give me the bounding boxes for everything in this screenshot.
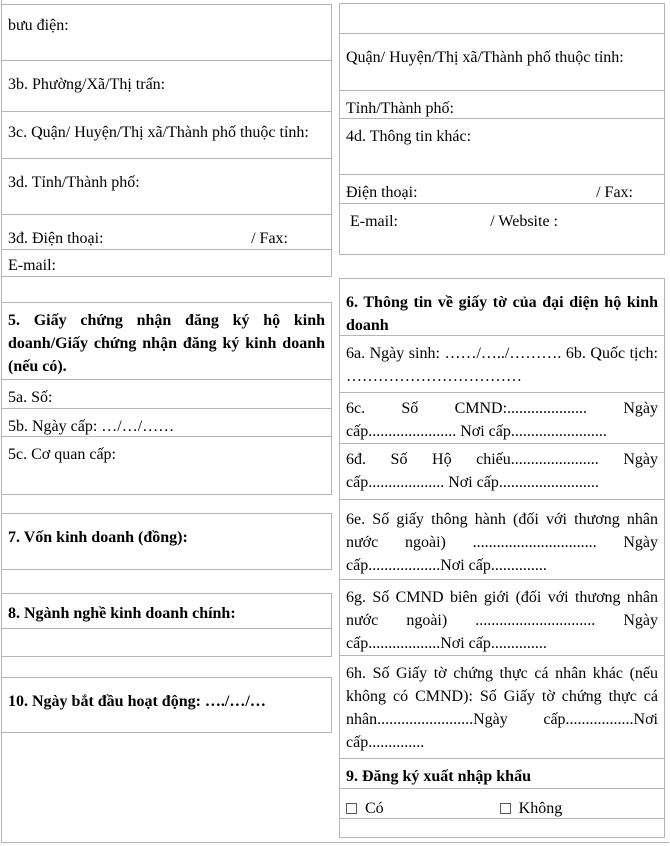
field-label: 3đ. Điện thoại: [8, 230, 104, 247]
section-10-title [2, 678, 331, 732]
field-label: 6g. Số CMND biên giới (đối với thương nhân nước ngoài) .............................. Ngày cấp..................Nơi cấp.............. [346, 589, 658, 652]
export-import-options [340, 788, 664, 818]
section-6-title [340, 279, 664, 335]
field-3d-tinh-thanh-pho [2, 158, 331, 214]
outer-bottom-border [1, 842, 669, 843]
field-label: 6e. Số giấy thông hành (đối với thương nhân nước ngoài) ............................... Ngày cấp..................Nơi cấp.............. [346, 511, 658, 574]
checkbox-option-khong[interactable] [500, 797, 563, 818]
checkbox-label: Không [518, 800, 563, 817]
empty-cell [340, 818, 664, 837]
field-5b-ngay-cap [2, 408, 331, 436]
field-6c-so-cmnd [340, 392, 664, 443]
field-label: 6h. Số Giấy tờ chứng thực cá nhân khác (nếu không có CMND): Số Giấy tờ chứng thực cá nhân........................Ngày cấp.................Nơi cấp.............. [346, 665, 658, 751]
section-5-table [1, 302, 332, 495]
field-label: Điện thoại: [346, 184, 418, 201]
address-table-left [1, 4, 332, 277]
section-title: 6. Thông tin về giấy tờ của đại diện hộ kinh doanh [346, 294, 658, 334]
field-label: 6c. Số CMND:.................... Ngày cấp...................... Nơi cấp........................ [346, 400, 658, 440]
field-3dd-dien-thoai-fax [2, 214, 331, 249]
section-9-title [340, 758, 664, 788]
section-6-table [339, 278, 665, 838]
field-label: 6đ. Số Hộ chiếu...................... Ngày cấp................... Nơi cấp......................... [346, 451, 658, 491]
field-6g-so-cmnd-bien-gioi [340, 579, 664, 655]
field-6e-so-giay-thong-hanh [340, 499, 664, 579]
field-email-website [340, 203, 664, 254]
section-title: 7. Vốn kinh doanh (đồng): [8, 529, 188, 546]
section-7-title [2, 514, 331, 569]
field-label: bưu điện: [8, 17, 69, 34]
empty-cell [340, 4, 664, 33]
checkbox-option-co[interactable] [346, 797, 384, 818]
section-8-title [2, 594, 331, 628]
section-title: 10. Ngày bắt đầu hoạt động: …./…/… [8, 693, 266, 710]
field-label: 5c. Cơ quan cấp: [8, 446, 116, 463]
field-4d-thong-tin-khac [340, 118, 664, 174]
field-6dd-so-ho-chieu [340, 443, 664, 499]
field-label: 3c. Quận/ Huyện/Thị xã/Thành phố thuộc tỉnh: [8, 124, 309, 141]
field-label: 6a. Ngày sinh: ……/…../………. 6b. Quốc tịch: …………………………… [346, 345, 658, 385]
field-label: Quận/ Huyện/Thị xã/Thành phố thuộc tỉnh: [346, 49, 624, 66]
address-table-right [339, 3, 665, 255]
checkbox-icon[interactable] [500, 803, 511, 814]
field-6h-giay-to-chung-thuc-khac [340, 655, 664, 758]
field-tinh-thanh-pho-right [340, 90, 664, 118]
field-label: 5a. Số: [8, 389, 53, 406]
field-5a-so [2, 379, 331, 408]
field-label: E-mail: [8, 257, 56, 274]
field-label: E-mail: [350, 213, 398, 230]
field-dien-thoai-fax-right [340, 174, 664, 203]
field-buu-dien [2, 5, 331, 60]
field-5c-co-quan-cap [2, 436, 331, 494]
website-label: / Website : [490, 213, 558, 230]
field-quan-huyen-right [340, 33, 664, 90]
field-label: Tỉnh/Thành phố: [346, 100, 454, 117]
checkbox-label: Có [365, 800, 384, 817]
field-label: 5b. Ngày cấp: …/…/…… [8, 418, 175, 435]
checkbox-icon[interactable] [346, 803, 357, 814]
field-3c-quan-huyen [2, 111, 331, 158]
section-title: 5. Giấy chứng nhận đăng ký hộ kinh doanh/Giấy chứng nhận đăng ký kinh doanh (nếu có). [8, 312, 325, 375]
section-8-table [1, 593, 332, 657]
section-title: 9. Đăng ký xuất nhập khẩu [346, 768, 531, 785]
field-6a-ngay-sinh-6b-quoc-tich [340, 335, 664, 392]
field-3b-phuong-xa-thi-tran [2, 60, 331, 111]
section-10-table [1, 677, 332, 733]
field-label: 3d. Tỉnh/Thành phố: [8, 174, 140, 191]
section-7-table [1, 513, 332, 570]
field-label: 3b. Phường/Xã/Thị trấn: [8, 76, 166, 93]
field-email-left [2, 249, 331, 276]
section-5-title [2, 303, 331, 379]
section-title: 8. Ngành nghề kinh doanh chính: [8, 605, 236, 622]
field-label: 4d. Thông tin khác: [346, 128, 472, 145]
fax-label: / Fax: [596, 184, 633, 201]
section-8-empty-cell [2, 628, 331, 656]
fax-label: / Fax: [251, 230, 288, 247]
